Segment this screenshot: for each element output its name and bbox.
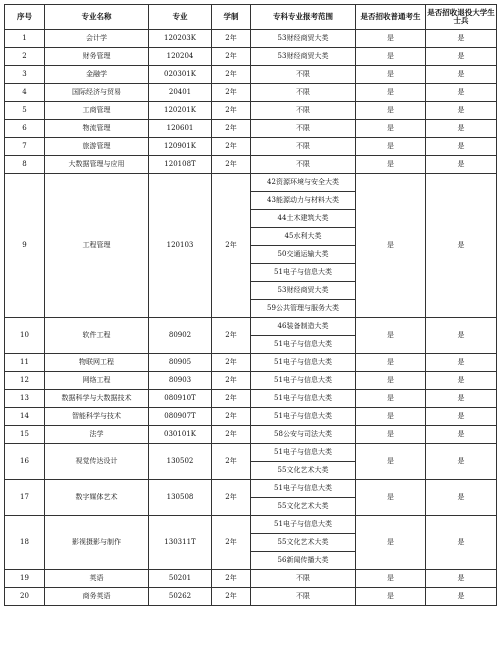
cell-name: 数字媒体艺术 <box>45 480 149 516</box>
table-row <box>5 138 497 156</box>
table-row <box>5 66 497 84</box>
cell-name: 法学 <box>45 426 149 444</box>
cell-scope: 55文化艺术大类 <box>251 498 356 516</box>
table-row <box>5 102 497 120</box>
cell-no: 12 <box>5 372 45 390</box>
cell-years: 2年 <box>212 354 251 372</box>
majors-table <box>4 4 497 606</box>
cell-years: 2年 <box>212 120 251 138</box>
cell-general: 是 <box>356 318 426 354</box>
cell-scope: 53财经商贸大类 <box>251 282 356 300</box>
cell-code: 120204 <box>149 48 212 66</box>
cell-veteran: 是 <box>426 174 497 318</box>
cell-name: 工程管理 <box>45 174 149 318</box>
cell-code: 080910T <box>149 390 212 408</box>
cell-years: 2年 <box>212 102 251 120</box>
cell-name: 国际经济与贸易 <box>45 84 149 102</box>
cell-code: 130502 <box>149 444 212 480</box>
cell-name: 物联网工程 <box>45 354 149 372</box>
cell-scope: 56新闻传播大类 <box>251 552 356 570</box>
cell-no: 5 <box>5 102 45 120</box>
cell-scope: 51电子与信息大类 <box>251 372 356 390</box>
table-row <box>5 480 497 498</box>
cell-general: 是 <box>356 156 426 174</box>
header-no: 序号 <box>5 5 45 30</box>
header-name: 专业名称 <box>45 5 149 30</box>
cell-code: 80905 <box>149 354 212 372</box>
cell-general: 是 <box>356 30 426 48</box>
cell-veteran: 是 <box>426 318 497 354</box>
table-row <box>5 84 497 102</box>
table-row <box>5 156 497 174</box>
table-row <box>5 408 497 426</box>
cell-no: 7 <box>5 138 45 156</box>
cell-scope: 45水利大类 <box>251 228 356 246</box>
cell-veteran: 是 <box>426 138 497 156</box>
cell-name: 软件工程 <box>45 318 149 354</box>
table-row <box>5 48 497 66</box>
cell-years: 2年 <box>212 84 251 102</box>
cell-code: 120203K <box>149 30 212 48</box>
cell-no: 1 <box>5 30 45 48</box>
cell-years: 2年 <box>212 588 251 606</box>
cell-scope: 46装备制造大类 <box>251 318 356 336</box>
cell-name: 工商管理 <box>45 102 149 120</box>
cell-scope: 51电子与信息大类 <box>251 264 356 282</box>
cell-no: 14 <box>5 408 45 426</box>
cell-years: 2年 <box>212 156 251 174</box>
header-code: 专业 <box>149 5 212 30</box>
cell-veteran: 是 <box>426 426 497 444</box>
table-row <box>5 444 497 462</box>
cell-code: 130508 <box>149 480 212 516</box>
cell-general: 是 <box>356 102 426 120</box>
cell-general: 是 <box>356 120 426 138</box>
table-row <box>5 120 497 138</box>
cell-code: 80902 <box>149 318 212 354</box>
cell-years: 2年 <box>212 516 251 570</box>
cell-scope: 51电子与信息大类 <box>251 336 356 354</box>
cell-years: 2年 <box>212 390 251 408</box>
cell-no: 19 <box>5 570 45 588</box>
cell-code: 120103 <box>149 174 212 318</box>
cell-scope: 不限 <box>251 102 356 120</box>
cell-scope: 51电子与信息大类 <box>251 408 356 426</box>
cell-veteran: 是 <box>426 48 497 66</box>
cell-code: 120601 <box>149 120 212 138</box>
cell-general: 是 <box>356 588 426 606</box>
header-scope: 专科专业报考范围 <box>251 5 356 30</box>
cell-scope: 58公安与司法大类 <box>251 426 356 444</box>
cell-years: 2年 <box>212 66 251 84</box>
cell-years: 2年 <box>212 444 251 480</box>
cell-years: 2年 <box>212 138 251 156</box>
cell-general: 是 <box>356 48 426 66</box>
cell-code: 130311T <box>149 516 212 570</box>
table-row <box>5 354 497 372</box>
cell-veteran: 是 <box>426 570 497 588</box>
cell-general: 是 <box>356 408 426 426</box>
cell-name: 商务英语 <box>45 588 149 606</box>
cell-scope: 43能源动力与材料大类 <box>251 192 356 210</box>
cell-name: 金融学 <box>45 66 149 84</box>
cell-scope: 不限 <box>251 138 356 156</box>
cell-scope: 53财经商贸大类 <box>251 30 356 48</box>
cell-general: 是 <box>356 138 426 156</box>
cell-general: 是 <box>356 66 426 84</box>
cell-code: 80903 <box>149 372 212 390</box>
cell-scope: 42资源环境与安全大类 <box>251 174 356 192</box>
cell-years: 2年 <box>212 480 251 516</box>
cell-scope: 不限 <box>251 588 356 606</box>
header-veteran: 是否招收退役大学生士兵 <box>426 5 497 30</box>
table-row <box>5 390 497 408</box>
cell-name: 数据科学与大数据技术 <box>45 390 149 408</box>
cell-code: 50262 <box>149 588 212 606</box>
cell-code: 20401 <box>149 84 212 102</box>
cell-no: 16 <box>5 444 45 480</box>
cell-veteran: 是 <box>426 66 497 84</box>
cell-veteran: 是 <box>426 102 497 120</box>
cell-name: 英语 <box>45 570 149 588</box>
cell-scope: 51电子与信息大类 <box>251 354 356 372</box>
cell-veteran: 是 <box>426 84 497 102</box>
cell-code: 080907T <box>149 408 212 426</box>
cell-scope: 44土木建筑大类 <box>251 210 356 228</box>
table-row <box>5 570 497 588</box>
cell-years: 2年 <box>212 426 251 444</box>
table-row <box>5 30 497 48</box>
cell-scope: 55文化艺术大类 <box>251 462 356 480</box>
cell-name: 视觉传达设计 <box>45 444 149 480</box>
cell-general: 是 <box>356 570 426 588</box>
cell-veteran: 是 <box>426 390 497 408</box>
cell-general: 是 <box>356 372 426 390</box>
cell-name: 网络工程 <box>45 372 149 390</box>
cell-veteran: 是 <box>426 120 497 138</box>
cell-general: 是 <box>356 354 426 372</box>
cell-code: 50201 <box>149 570 212 588</box>
cell-general: 是 <box>356 516 426 570</box>
cell-code: 120201K <box>149 102 212 120</box>
cell-scope: 50交通运输大类 <box>251 246 356 264</box>
cell-years: 2年 <box>212 318 251 354</box>
cell-no: 18 <box>5 516 45 570</box>
cell-name: 影视摄影与制作 <box>45 516 149 570</box>
table-row <box>5 588 497 606</box>
cell-scope: 55文化艺术大类 <box>251 534 356 552</box>
cell-veteran: 是 <box>426 588 497 606</box>
table-row <box>5 372 497 390</box>
cell-scope: 不限 <box>251 570 356 588</box>
cell-no: 6 <box>5 120 45 138</box>
cell-name: 物流管理 <box>45 120 149 138</box>
header-general: 是否招收普通考生 <box>356 5 426 30</box>
table-body <box>5 30 497 606</box>
cell-scope: 51电子与信息大类 <box>251 444 356 462</box>
cell-veteran: 是 <box>426 372 497 390</box>
cell-no: 3 <box>5 66 45 84</box>
cell-years: 2年 <box>212 570 251 588</box>
cell-general: 是 <box>356 444 426 480</box>
cell-name: 财务管理 <box>45 48 149 66</box>
cell-scope: 59公共管理与服务大类 <box>251 300 356 318</box>
cell-years: 2年 <box>212 174 251 318</box>
cell-general: 是 <box>356 84 426 102</box>
cell-code: 120108T <box>149 156 212 174</box>
table-row <box>5 516 497 534</box>
cell-code: 020301K <box>149 66 212 84</box>
cell-years: 2年 <box>212 408 251 426</box>
cell-veteran: 是 <box>426 516 497 570</box>
cell-no: 20 <box>5 588 45 606</box>
cell-scope: 不限 <box>251 156 356 174</box>
cell-name: 大数据管理与应用 <box>45 156 149 174</box>
cell-no: 15 <box>5 426 45 444</box>
cell-veteran: 是 <box>426 480 497 516</box>
cell-years: 2年 <box>212 30 251 48</box>
cell-scope: 不限 <box>251 84 356 102</box>
cell-no: 17 <box>5 480 45 516</box>
cell-veteran: 是 <box>426 156 497 174</box>
cell-general: 是 <box>356 426 426 444</box>
cell-no: 10 <box>5 318 45 354</box>
cell-scope: 51电子与信息大类 <box>251 516 356 534</box>
cell-general: 是 <box>356 390 426 408</box>
cell-no: 13 <box>5 390 45 408</box>
cell-name: 旅游管理 <box>45 138 149 156</box>
cell-scope: 不限 <box>251 66 356 84</box>
cell-name: 智能科学与技术 <box>45 408 149 426</box>
header-years: 学制 <box>212 5 251 30</box>
table-row <box>5 426 497 444</box>
cell-code: 030101K <box>149 426 212 444</box>
cell-years: 2年 <box>212 48 251 66</box>
cell-veteran: 是 <box>426 444 497 480</box>
cell-no: 8 <box>5 156 45 174</box>
cell-veteran: 是 <box>426 354 497 372</box>
table-row <box>5 318 497 336</box>
cell-scope: 51电子与信息大类 <box>251 480 356 498</box>
header-row <box>5 5 497 30</box>
cell-scope: 53财经商贸大类 <box>251 48 356 66</box>
cell-no: 2 <box>5 48 45 66</box>
cell-code: 120901K <box>149 138 212 156</box>
cell-general: 是 <box>356 174 426 318</box>
cell-scope: 51电子与信息大类 <box>251 390 356 408</box>
cell-years: 2年 <box>212 372 251 390</box>
table-row <box>5 174 497 192</box>
cell-veteran: 是 <box>426 408 497 426</box>
cell-name: 会计学 <box>45 30 149 48</box>
cell-scope: 不限 <box>251 120 356 138</box>
cell-veteran: 是 <box>426 30 497 48</box>
cell-no: 11 <box>5 354 45 372</box>
cell-general: 是 <box>356 480 426 516</box>
cell-no: 9 <box>5 174 45 318</box>
cell-no: 4 <box>5 84 45 102</box>
